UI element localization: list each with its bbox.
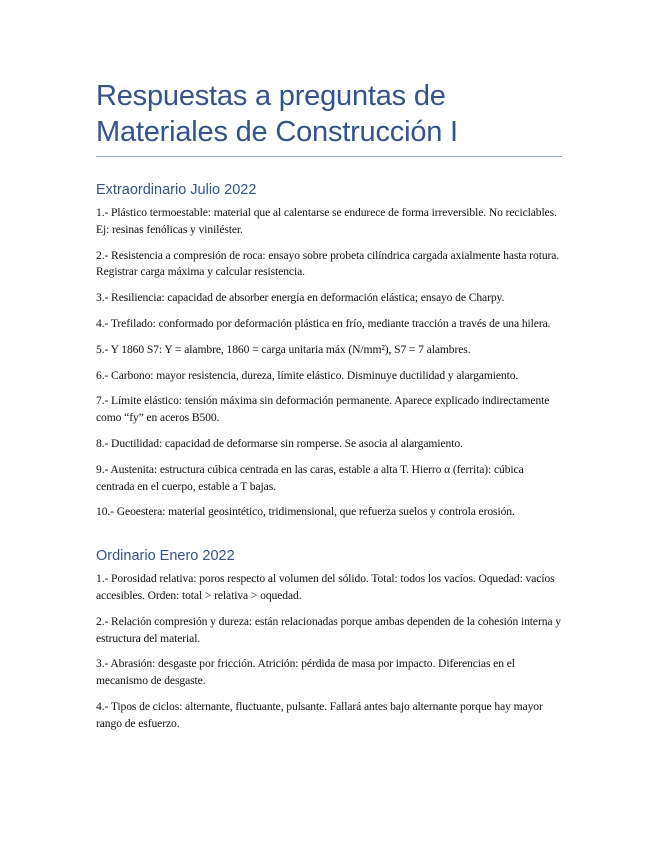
- section-heading: Ordinario Enero 2022: [96, 548, 235, 565]
- document-content: [96, 78, 562, 742]
- section-answers: [96, 571, 562, 732]
- answer-item: 1.- Plástico termoestable: material que al calentarse se endurece de forma irreversible. No reciclables. Ej: resinas fenólicas y viniléster.: [96, 206, 557, 236]
- title-divider: [96, 156, 562, 157]
- answer-item: 8.- Ductilidad: capacidad de deformarse sin romperse. Se asocia al alargamiento.: [96, 436, 463, 450]
- answer-item: 2.- Resistencia a compresión de roca: ensayo sobre probeta cilíndrica cargada axialmente hasta rotura. Registrar carga máxima y calcular resistencia.: [96, 248, 560, 279]
- answer-item: 9.- Austenita: estructura cúbica centrada en las caras, estable a alta T. Hierro α (ferrita): cúbica centrada en el cuerpo, estable a T bajas.: [96, 462, 524, 493]
- answer-item: 4.- Trefilado: conformado por deformación plástica en frío, mediante tracción a través de una hilera.: [96, 316, 551, 330]
- answer-item: 3.- Abrasión: desgaste por fricción. Atrición: pérdida de masa por impacto. Diferencias en el mecanismo de desgaste.: [96, 657, 515, 688]
- answer-item: 2.- Relación compresión y dureza: están relacionadas porque ambas dependen de la cohesión interna y estructura del material.: [96, 614, 561, 645]
- document-title: Respuestas a preguntas de Materiales de Construcción I: [96, 80, 458, 148]
- answer-item: 3.- Resiliencia: capacidad de absorber energía en deformación elástica; ensayo de Charpy.: [96, 291, 505, 305]
- answer-item: 7.- Límite elástico: tensión máxima sin deformación permanente. Aparece explicado indirectamente como “fy” en aceros B500.: [96, 394, 550, 425]
- answer-item: 4.- Tipos de ciclos: alternante, fluctuante, pulsante. Fallará antes bajo alternante porque hay mayor rango de esfuerzo.: [96, 699, 543, 730]
- answer-item: 1.- Porosidad relativa: poros respecto al volumen del sólido. Total: todos los vacíos. Oquedad: vacíos accesibles. Orden: total > relativa > oquedad.: [96, 572, 555, 602]
- answer-item: 5.- Y 1860 S7: Y = alambre, 1860 = carga unitaria máx (N/mm²), S7 = 7 alambres.: [96, 342, 471, 356]
- section-answers: [96, 205, 562, 521]
- answer-item: 10.- Geoestera: material geosintético, tridimensional, que refuerza suelos y controla erosión.: [96, 505, 515, 519]
- answer-item: 6.- Carbono: mayor resistencia, dureza, límite elástico. Disminuye ductilidad y alargamiento.: [96, 368, 519, 382]
- section-heading: Extraordinario Julio 2022: [96, 182, 257, 198]
